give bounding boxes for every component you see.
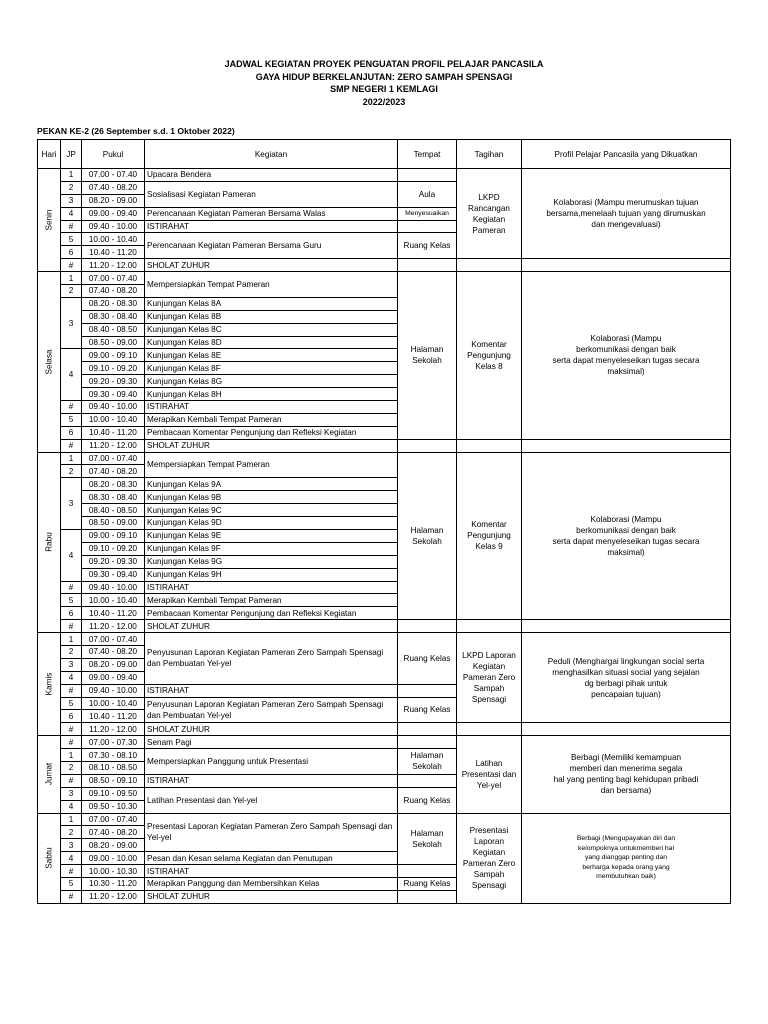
pukul-cell: 08.50 - 09.00 [82,517,145,530]
tempat-cell: Ruang Kelas [398,697,457,723]
kegiatan-cell: Perencanaan Kegiatan Pameran Bersama Walas [145,207,398,220]
jp-cell: 2 [61,826,82,839]
tempat-cell [398,723,457,736]
pukul-cell: 08.30 - 08.40 [82,491,145,504]
table-row [38,169,731,182]
pukul-cell: 08.40 - 08.50 [82,323,145,336]
jp-cell: 3 [61,478,82,530]
kegiatan-cell: Kunjungan Kelas 8E [145,349,398,362]
pukul-cell: 09.10 - 09.20 [82,542,145,555]
kegiatan-cell: SHOLAT ZUHUR [145,259,398,272]
profil-line: menghasilkan situasi social yang sejalan [552,667,700,677]
profil-line: dan bersama) [600,786,652,796]
table-row [38,272,731,285]
jp-cell: # [61,865,82,878]
kegiatan-cell: Mempersiapkan Tempat Pameran [145,452,398,478]
profil-line: dg berbagi pihak untuk [584,678,668,688]
kegiatan-cell: SHOLAT ZUHUR [145,890,398,903]
kegiatan-cell: Upacara Bendera [145,169,398,182]
profil-cell [522,169,731,259]
kegiatan-cell: ISTIRAHAT [145,401,398,414]
kegiatan-cell: Pembacaan Komentar Pengunjung dan Refleksi Kegiatan [145,426,398,439]
table-row [38,439,731,452]
jp-cell: # [61,723,82,736]
pukul-cell: 10.00 - 10.30 [82,865,145,878]
kegiatan-cell: ISTIRAHAT [145,865,398,878]
kegiatan-cell: Kunjungan Kelas 8B [145,310,398,323]
tagihan-cell: LKPD Rancangan Kegiatan Pameran [457,169,522,259]
profil-cell [522,439,731,452]
pukul-cell: 09.30 - 09.40 [82,388,145,401]
jp-cell: 6 [61,710,82,723]
table-row [38,736,731,749]
jp-cell: 1 [61,813,82,826]
kegiatan-cell: ISTIRAHAT [145,581,398,594]
jp-cell: 2 [61,645,82,658]
pukul-cell: 10.40 - 11.20 [82,246,145,259]
table-row [38,452,731,465]
day-cell-rabu [38,452,61,632]
tagihan-cell [457,439,522,452]
profil-cell [522,272,731,440]
kegiatan-cell: Kunjungan Kelas 9E [145,529,398,542]
pukul-cell: 08.50 - 09.10 [82,774,145,787]
jp-cell: 6 [61,607,82,620]
kegiatan-cell: SHOLAT ZUHUR [145,723,398,736]
profil-line: Kolaborasi (Mampu [590,514,662,524]
pukul-cell: 09.00 - 09.10 [82,529,145,542]
pukul-cell: 07.40 - 08.20 [82,826,145,839]
day-name: Rabu [44,532,54,553]
tagihan-cell [457,723,522,736]
kegiatan-cell: Kunjungan Kelas 8G [145,375,398,388]
jp-cell: 4 [61,207,82,220]
pukul-cell: 08.40 - 08.50 [82,504,145,517]
pukul-cell: 09.20 - 09.30 [82,555,145,568]
pukul-cell: 09.40 - 10.00 [82,581,145,594]
pukul-cell: 09.00 - 09.40 [82,207,145,220]
pukul-cell: 08.50 - 09.00 [82,336,145,349]
jp-cell: # [61,439,82,452]
kegiatan-cell: Penyusunan Laporan Kegiatan Pameran Zero Sampah Spensagi dan Pembuatan Yel-yel [145,697,398,723]
day-cell-senin [38,169,61,272]
kegiatan-cell: Kunjungan Kelas 9A [145,478,398,491]
tempat-cell: Menyesuaikan [398,207,457,220]
day-name: Selasa [44,349,54,375]
profil-line: memberi dan menerima segala [569,764,683,774]
jp-cell: 6 [61,246,82,259]
title-line-1: JADWAL KEGIATAN PROYEK PENGUATAN PROFIL PELAJAR PANCASILA [224,59,544,69]
kegiatan-cell: Kunjungan Kelas 9B [145,491,398,504]
jp-cell: 5 [61,233,82,246]
tempat-cell [398,865,457,878]
jp-cell: 6 [61,426,82,439]
kegiatan-cell: Perencanaan Kegiatan Pameran Bersama Guru [145,233,398,259]
pukul-cell: 10.40 - 11.20 [82,607,145,620]
pukul-cell: 09.40 - 10.00 [82,684,145,697]
day-name: Sabtu [44,847,54,869]
jp-cell: 4 [61,529,82,581]
jp-cell: 3 [61,297,82,349]
jp-cell: # [61,620,82,633]
kegiatan-cell: Kunjungan Kelas 8H [145,388,398,401]
kegiatan-cell: SHOLAT ZUHUR [145,620,398,633]
pukul-cell: 09.30 - 09.40 [82,568,145,581]
kegiatan-cell: Penyusunan Laporan Kegiatan Pameran Zero Sampah Spensagi dan Pembuatan Yel-yel [145,633,398,685]
pukul-cell: 09.10 - 09.20 [82,362,145,375]
jp-cell: # [61,774,82,787]
pukul-cell: 07.40 - 08.20 [82,181,145,194]
tempat-cell [398,169,457,182]
day-cell-selasa [38,272,61,452]
day-cell-kamis [38,633,61,736]
kegiatan-cell: ISTIRAHAT [145,220,398,233]
day-name: Jumat [44,763,54,786]
pukul-cell: 07.00 - 07.40 [82,452,145,465]
profil-cell [522,620,731,633]
kegiatan-cell: ISTIRAHAT [145,684,398,697]
kegiatan-cell: Pesan dan Kesan selama Kegiatan dan Penutupan [145,852,398,865]
kegiatan-cell: Sosialisasi Kegiatan Pameran [145,181,398,207]
pukul-cell: 11.20 - 12.00 [82,259,145,272]
profil-line: bersama,menelaah tujuan yang dirumuskan [546,209,706,219]
jp-cell: 4 [61,852,82,865]
day-name: Kamis [44,672,54,696]
tagihan-cell: Komentar Pengunjung Kelas 9 [457,452,522,620]
kegiatan-cell: Kunjungan Kelas 8A [145,297,398,310]
tempat-cell: Ruang Kelas [398,633,457,685]
pukul-cell: 10.30 - 11.20 [82,877,145,890]
jp-cell: 2 [61,181,82,194]
profil-line: berharga kepada orang yang [582,863,670,871]
header-kegiatan: Kegiatan [145,140,398,169]
pukul-cell: 10.00 - 10.40 [82,697,145,710]
tagihan-cell: Komentar Pengunjung Kelas 8 [457,272,522,440]
jp-cell: # [61,684,82,697]
tempat-cell [398,890,457,903]
profil-cell [522,813,731,903]
profil-cell [522,736,731,813]
table-row [38,813,731,826]
profil-line: berkomunikasi dengan baik [576,345,676,355]
tagihan-cell: Latihan Presentasi dan Yel-yel [457,736,522,813]
profil-line: maksimal) [607,367,645,377]
jp-cell: # [61,581,82,594]
pukul-cell: 10.00 - 10.40 [82,233,145,246]
jp-cell: 4 [61,671,82,684]
profil-line: hal yang penting bagi kehidupan pribadi [553,775,699,785]
profil-cell [522,452,731,620]
jp-cell: 5 [61,697,82,710]
kegiatan-cell: Senam Pagi [145,736,398,749]
tagihan-cell: Presentasi Laporan Kegiatan Pameran Zero Sampah Spensagi [457,813,522,903]
table-row [38,620,731,633]
kegiatan-cell: Kunjungan Kelas 8C [145,323,398,336]
jp-cell: 1 [61,633,82,646]
header-tagihan: Tagihan [457,140,522,169]
jp-cell: 5 [61,413,82,426]
pukul-cell: 09.40 - 10.00 [82,401,145,414]
title-line-2: GAYA HIDUP BERKELANJUTAN: ZERO SAMPAH SPENSAGI [255,71,513,82]
kegiatan-cell: ISTIRAHAT [145,774,398,787]
tagihan-cell: LKPD Laporan Kegiatan Pameran Zero Sampah Spensagi [457,633,522,723]
header-hari: Hari [38,140,61,169]
jp-cell: # [61,259,82,272]
tempat-cell: Aula [398,181,457,207]
profil-cell [522,633,731,723]
pukul-cell: 08.20 - 09.00 [82,658,145,671]
kegiatan-cell: Latihan Presentasi dan Yel-yel [145,787,398,813]
jp-cell: 4 [61,800,82,813]
pukul-cell: 10.00 - 10.40 [82,594,145,607]
jp-cell: 2 [61,761,82,774]
profil-line: serta dapat menyeleseikan tugas secara [552,536,700,546]
kegiatan-cell: Kunjungan Kelas 9D [145,517,398,530]
header-tempat: Tempat [398,140,457,169]
table-row [38,723,731,736]
pukul-cell: 09.40 - 10.00 [82,220,145,233]
pukul-cell: 08.20 - 09.00 [82,194,145,207]
pukul-cell: 08.20 - 08.30 [82,478,145,491]
tempat-cell: Ruang Kelas [398,233,457,259]
header-pukul: Pukul [82,140,145,169]
week-label: PEKAN KE-2 (26 September s.d. 1 Oktober 2022) [37,126,235,136]
pukul-cell: 10.40 - 11.20 [82,426,145,439]
tagihan-cell [457,259,522,272]
pukul-cell: 09.00 - 09.10 [82,349,145,362]
day-name: Senin [44,209,54,231]
profil-cell [522,259,731,272]
pukul-cell: 07.00 - 07.40 [82,272,145,285]
pukul-cell: 08.10 - 08.50 [82,761,145,774]
title-line-3: SMP NEGERI 1 KEMLAGI [330,84,438,94]
profil-line: serta dapat menyeleseikan tugas secara [552,356,700,366]
pukul-cell: 08.20 - 09.00 [82,839,145,852]
kegiatan-cell: Kunjungan Kelas 8D [145,336,398,349]
kegiatan-cell: Pembacaan Komentar Pengunjung dan Refleksi Kegiatan [145,607,398,620]
profil-cell [522,723,731,736]
day-cell-sabtu [38,813,61,903]
tagihan-cell [457,620,522,633]
kegiatan-cell: Presentasi Laporan Kegiatan Pameran Zero Sampah Spensagi dan Yel-yel [145,813,398,852]
kegiatan-cell: Merapikan Kembali Tempat Pameran [145,594,398,607]
tempat-cell: Ruang Kelas [398,877,457,890]
jp-cell: 3 [61,658,82,671]
tempat-cell: Halaman Sekolah [398,813,457,865]
table-row [38,633,731,646]
jp-cell: 4 [61,349,82,401]
profil-line: Kolaborasi (Mampu [590,334,662,344]
profil-line: Kolaborasi (Mampu merumuskan tujuan [553,198,699,208]
kegiatan-cell: Kunjungan Kelas 9C [145,504,398,517]
pukul-cell: 07.00 - 07.30 [82,736,145,749]
profil-line: kelompoknya untukmemberi hal [578,844,674,852]
tempat-cell: Halaman Sekolah [398,452,457,620]
pukul-cell: 08.20 - 08.30 [82,297,145,310]
tempat-cell: Ruang Kelas [398,787,457,813]
pukul-cell: 07.00 - 07.40 [82,169,145,182]
kegiatan-cell: Mempersiapkan Tempat Pameran [145,272,398,298]
jp-cell: 1 [61,749,82,762]
pukul-cell: 08.30 - 08.40 [82,310,145,323]
table-row [38,259,731,272]
pukul-cell: 11.20 - 12.00 [82,439,145,452]
jp-cell: 3 [61,839,82,852]
jp-cell: 5 [61,594,82,607]
tempat-cell [398,620,457,633]
jp-cell: 1 [61,272,82,285]
jp-cell: # [61,890,82,903]
jp-cell: 3 [61,787,82,800]
profil-line: Peduli (Menghargai lingkungan social serta [547,656,705,666]
kegiatan-cell: SHOLAT ZUHUR [145,439,398,452]
jp-cell: 1 [61,452,82,465]
pukul-cell: 09.50 - 10.30 [82,800,145,813]
pukul-cell: 07.00 - 07.40 [82,633,145,646]
profil-line: dan mengevaluasi) [591,220,661,230]
tempat-cell [398,439,457,452]
pukul-cell: 09.00 - 10.00 [82,852,145,865]
pukul-cell: 07.30 - 08.10 [82,749,145,762]
jp-cell: 1 [61,169,82,182]
document-title [0,58,768,108]
pukul-cell: 09.10 - 09.50 [82,787,145,800]
pukul-cell: 07.00 - 07.40 [82,813,145,826]
kegiatan-cell: Merapikan Panggung dan Membersihkan Kelas [145,877,398,890]
jp-cell: 2 [61,285,82,298]
pukul-cell: 10.00 - 10.40 [82,413,145,426]
pukul-cell: 11.20 - 12.00 [82,723,145,736]
header-row [38,140,731,169]
kegiatan-cell: Kunjungan Kelas 9G [145,555,398,568]
pukul-cell: 07.40 - 08.20 [82,285,145,298]
header-profil: Profil Pelajar Pancasila yang Dikuatkan [522,140,731,169]
pukul-cell: 10.40 - 11.20 [82,710,145,723]
profil-line: Berbagi (Mengupayakan diri dan [576,835,676,843]
pukul-cell: 09.20 - 09.30 [82,375,145,388]
kegiatan-cell: Kunjungan Kelas 9F [145,542,398,555]
kegiatan-cell: Kunjungan Kelas 8F [145,362,398,375]
tempat-cell [398,220,457,233]
jp-cell: 3 [61,194,82,207]
profil-line: membutuhkan baik) [596,873,656,881]
profil-line: maksimal) [607,547,645,557]
jp-cell: 5 [61,877,82,890]
pukul-cell: 09.00 - 09.40 [82,671,145,684]
jp-cell: # [61,736,82,749]
kegiatan-cell: Kunjungan Kelas 9H [145,568,398,581]
jp-cell: # [61,401,82,414]
pukul-cell: 07.40 - 08.20 [82,465,145,478]
jp-cell: 2 [61,465,82,478]
pukul-cell: 11.20 - 12.00 [82,890,145,903]
tempat-cell [398,774,457,787]
pukul-cell: 07.40 - 08.20 [82,645,145,658]
day-cell-jumat [38,736,61,813]
tempat-cell [398,736,457,749]
tempat-cell [398,684,457,697]
kegiatan-cell: Mempersiapkan Panggung untuk Presentasi [145,749,398,775]
schedule-table [37,139,731,904]
tempat-cell: Halaman Sekolah [398,272,457,440]
tempat-cell [398,259,457,272]
profil-line: pencapaian tujuan) [591,689,661,699]
jp-cell: # [61,220,82,233]
profil-line: yang dianggap penting dan [584,854,667,862]
title-line-4: 2022/2023 [362,96,406,107]
header-jp: JP [61,140,82,169]
pukul-cell: 11.20 - 12.00 [82,620,145,633]
profil-line: berkomunikasi dengan baik [576,525,676,535]
tempat-cell: Halaman Sekolah [398,749,457,775]
profil-line: Berbagi (Memiliki kemampuan [570,753,682,763]
kegiatan-cell: Merapikan Kembali Tempat Pameran [145,413,398,426]
